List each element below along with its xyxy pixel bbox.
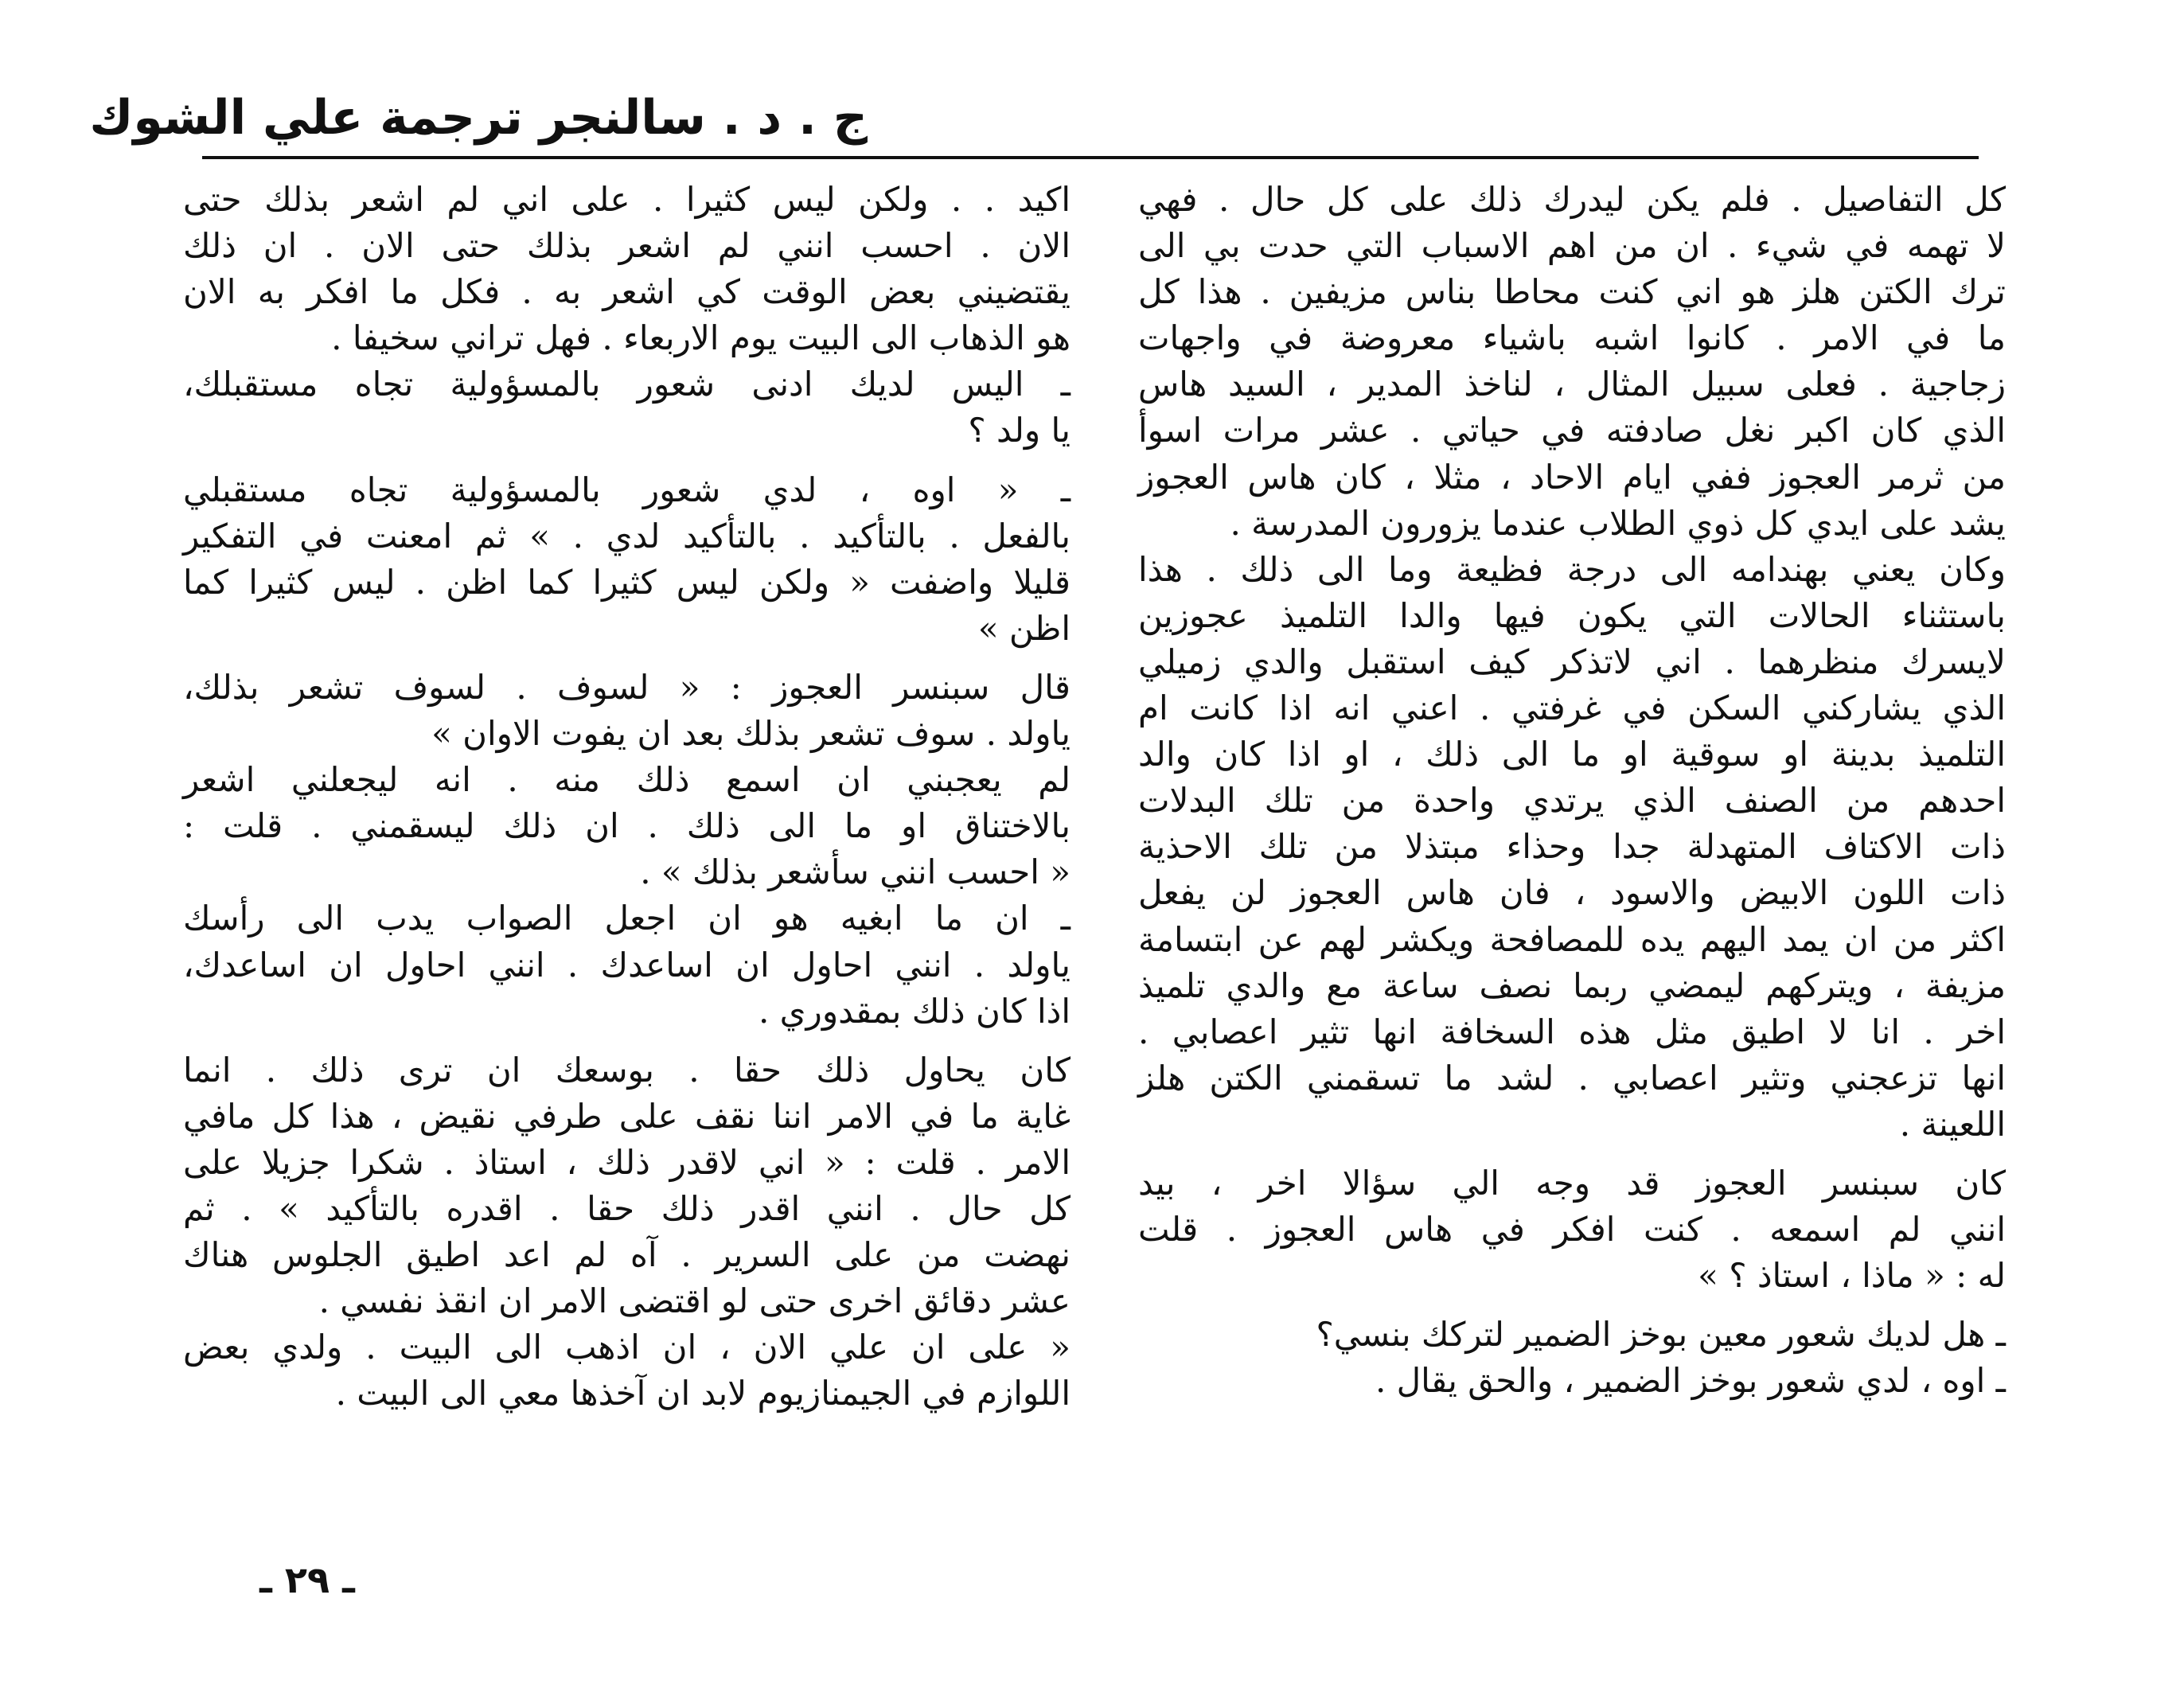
text-line: « على ان علي الان ، ان اذهب الى البيت . ولدي بعض [183,1328,1071,1367]
text-line: ذات الاكتاف المتهدلة جدا وحذاء مبتذلا من تلك الاحذية [1138,827,2006,867]
left-text-column [183,177,1071,1417]
text-line: كان سبنسر العجوز قد وجه الي سؤالا اخر ، بيد [1138,1163,2006,1203]
text-line: التلميذ بدينة او سوقية او ما الى ذلك ، او اذا كان والد [1138,735,2006,774]
text-line: يا ولد ؟ [968,411,1071,450]
text-line: يشد على ايدي كل ذوي الطلاب عندما يزورون المدرسة . [1230,503,2006,543]
text-line: مزيفة ، ويتركهم ليمضي ربما نصف ساعة مع والدي تلميذ [1138,965,2006,1005]
text-line: عشر دقائق اخرى حتى لو اقتضى الامر ان انقذ نفسي . [318,1281,1071,1321]
text-line: ترك الكتن هلز هو اني كنت محاطا بناس مزيفين . هذا كل [1138,272,2006,312]
text-line: ـ اليس لديك ادنى شعور بالمسؤولية تجاه مستقبلك، [183,365,1071,404]
text-line: نهضت من على السرير . آه لم اعد اطيق الجلوس هناك [183,1235,1071,1275]
text-line: زجاجية . فعلى سبيل المثال ، لناخذ المدير ، السيد هاس [1138,365,2006,404]
text-line: ـ اوه ، لدي شعور بوخز الضمير ، والحق يقال . [1375,1361,2006,1401]
text-line: كل حال . انني اقدر ذلك حقا . اقدره بالتأكيد » . ثم [183,1188,1071,1228]
text-line: الذي يشاركني السكن في غرفتي . اعني انه اذا كانت ام [1138,688,2006,728]
text-line: انني لم اسمعه . كنت افكر في هاس العجوز . قلت [1138,1210,2006,1250]
paragraph-gap [1138,1299,2006,1312]
text-line: كل التفاصيل . فلم يكن ليدرك ذلك على كل حال . فهي [1138,180,2006,219]
text-line: اخر . انا لا اطيق مثل هذه السخافة انها تثير اعصابي . [1138,1012,2006,1051]
text-line: « احسب انني سأشعر بذلك » . [640,852,1071,892]
text-line: لايسرك منظرهما . اني لاتذكر كيف استقبل والدي زميلي [1138,641,2006,681]
text-line: ـ هل لديك شعور معين بوخز الضمير لتركك بنسي؟ [1316,1315,2006,1355]
text-line: ذات اللون الابيض والاسود ، فان هاس العجوز لن يفعل [1138,873,2006,913]
text-line: الامر . قلت : « اني لاقدر ذلك ، استاذ . شكرا جزيلا على [183,1142,1071,1182]
text-line: اللعينة . [1899,1104,2006,1144]
text-line: ـ « اوه ، لدي شعور بالمسؤولية تجاه مستقبلي [183,470,1071,509]
right-text-column [1138,177,2006,1404]
text-line: قليلا واضفت « ولكن ليس كثيرا كما اظن . ليس كثيرا كما [183,562,1071,602]
text-line: ياولد . انني احاول ان اساعدك . انني احاول ان اساعدك، [183,945,1071,985]
text-line: اللوازم في الجيمنازيوم لابد ان آخذها معي الى البيت . [335,1374,1071,1413]
text-line: من ثرمر العجوز ففي ايام الاحاد ، مثلا ، كان هاس العجوز [1138,457,2006,497]
text-line: الان . احسب انني لم اشعر بذلك حتى الان . ان ذلك [183,226,1071,266]
paragraph-gap [1138,1148,2006,1160]
text-line: يقتضيني بعض الوقت كي اشعر به . فكل ما افكر به الان [183,272,1071,312]
text-line: اكيد . . ولكن ليس كثيرا . على اني لم اشعر بذلك حتى [183,180,1071,219]
text-line: اظن » [977,608,1071,648]
text-line: لم يعجبني ان اسمع ذلك منه . انه ليجعلني اشعر [183,760,1071,800]
text-line: انها تزعجني وتثير اعصابي . لشد ما تسقمني الكتن هلز [1138,1058,2006,1098]
text-line: وكان يعني بهندامه الى درجة فظيعة وما الى ذلك . هذا [1138,549,2006,589]
text-line: باستثناء الحالات التي يكون فيها والدا التلميذ عجوزين [1138,595,2006,635]
page-number: ـ ٢٩ ـ [259,1558,355,1601]
text-line: ما في الامر . كانوا اشبه باشياء معروضة في واجهات [1138,318,2006,358]
paragraph-gap [183,652,1071,665]
paragraph-gap [183,1035,1071,1047]
text-line: احدهم من الصنف الذي يرتدي واحدة من تلك البدلات [1138,781,2006,821]
text-line: بالاختناق او ما الى ذلك . ان ذلك ليسقمني . قلت : [183,806,1071,846]
text-line: قال سبنسر العجوز : « لسوف . لسوف تشعر بذلك، [183,667,1071,707]
text-line: اذا كان ذلك بمقدوري . [758,991,1071,1031]
paragraph-gap [183,454,1071,467]
running-header: ج . د . سالنجر ترجمة علي الشوك [89,90,868,146]
text-line: غاية ما في الامر اننا نقف على طرفي نقيض ، هذا كل مافي [183,1096,1071,1136]
text-line: ياولد . سوف تشعر بذلك بعد ان يفوت الاوان » [431,714,1071,754]
text-line: بالفعل . بالتأكيد . بالتأكيد لدي . » ثم امعنت في التفكير [183,516,1071,556]
text-line: لا تهمه في شيء . ان من اهم الاسباب التي حدت بي الى [1138,226,2006,266]
text-line: هو الذهاب الى البيت يوم الاربعاء . فهل تراني سخيفا . [331,318,1071,358]
text-line: له : « ماذا ، استاذ ؟ » [1698,1256,2006,1296]
text-line: كان يحاول ذلك حقا . بوسعك ان ترى ذلك . انما [183,1050,1071,1090]
text-line: الذي كان اكبر نغل صادفته في حياتي . عشر مرات اسوأ [1138,411,2006,450]
text-line: اكثر من ان يمد اليهم يده للمصافحة ويكشر لهم عن ابتسامة [1138,919,2006,959]
text-line: ـ ان ما ابغيه هو ان اجعل الصواب يدب الى رأسك [183,899,1071,938]
header-rule [202,156,1979,159]
